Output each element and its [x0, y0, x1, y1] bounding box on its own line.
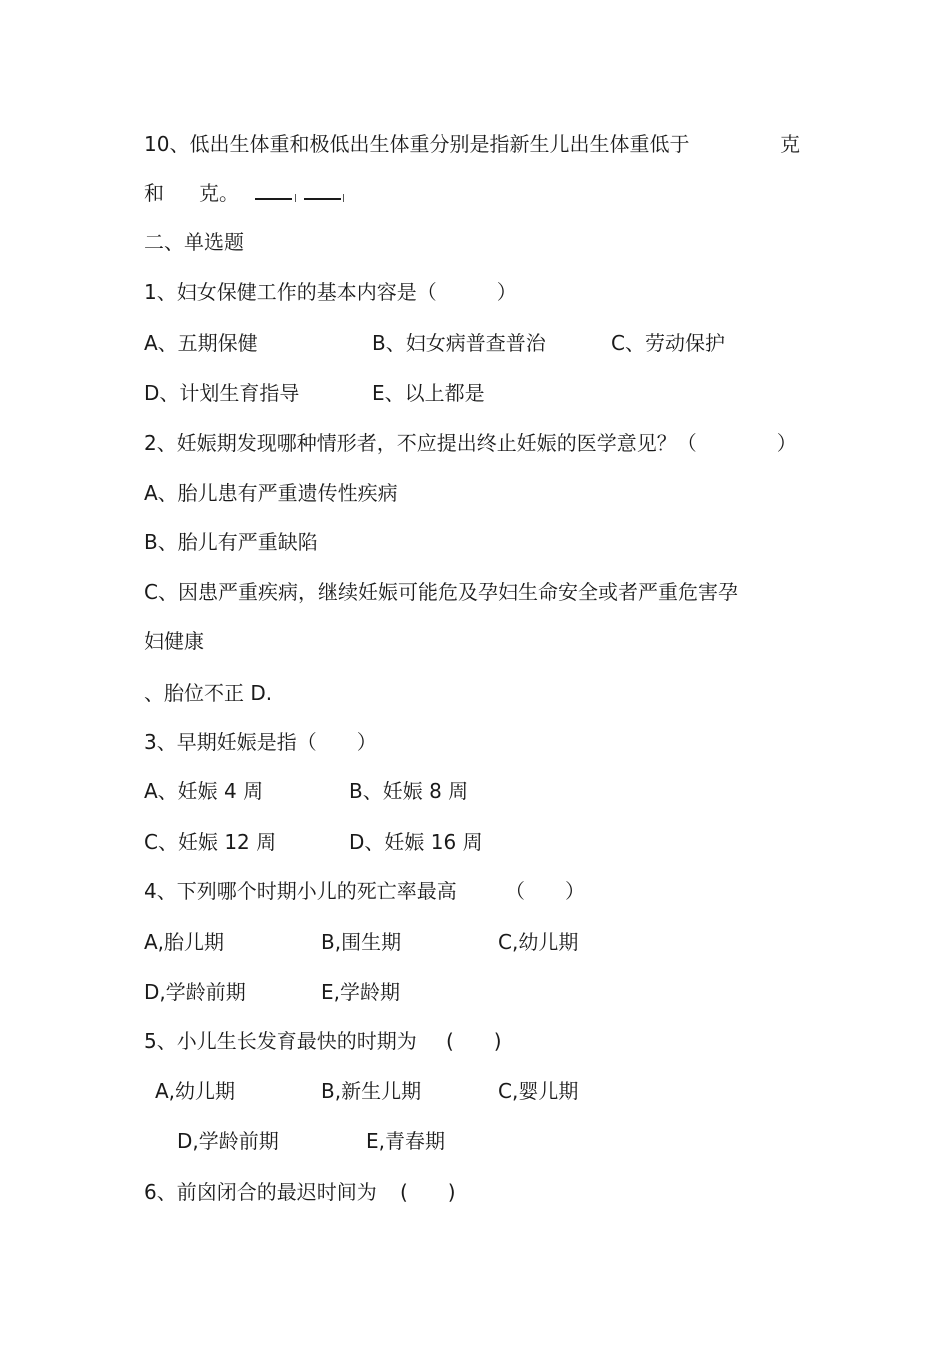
- q4-option-c: C,幼儿期: [498, 930, 579, 954]
- q1-option-a: A、五期保健: [144, 331, 258, 355]
- answer-blank-2-mark: [343, 194, 344, 202]
- q6-paren: ( ): [400, 1180, 456, 1204]
- q5-stem: 5、小儿生长发育最快的时期为: [144, 1029, 417, 1053]
- q3-option-a: A、妊娠 4 周: [144, 779, 264, 803]
- q4-option-a: A,胎儿期: [144, 930, 225, 954]
- q5-option-e: E,青春期: [366, 1129, 445, 1153]
- q2-stem: 2、妊娠期发现哪种情形者，不应提出终止妊娠的医学意见？（ ）: [144, 431, 797, 455]
- q4-option-b: B,围生期: [321, 930, 402, 954]
- q3-option-b: B、妊娠 8 周: [349, 779, 469, 803]
- q3-option-d: D、妊娠 16 周: [349, 830, 483, 854]
- q2-option-a: A、胎儿患有严重遗传性疾病: [144, 481, 398, 505]
- q1-option-c: C、劳动保护: [611, 331, 725, 355]
- section-title: 二、单选题: [144, 230, 244, 254]
- q6-stem: 6、前囟闭合的最迟时间为: [144, 1180, 377, 1204]
- q5-option-b: B,新生儿期: [321, 1079, 422, 1103]
- q4-paren: （ ）: [505, 879, 585, 903]
- q1-option-d: D、计划生育指导: [144, 381, 300, 405]
- q10-line2-and: 和: [144, 181, 164, 205]
- answer-blank-1-mark: [295, 194, 296, 202]
- q4-option-e: E,学龄期: [321, 980, 400, 1004]
- q1-stem: 1、妇女保健工作的基本内容是（ ）: [144, 280, 517, 304]
- q10-line1-text: 10、低出生体重和极低出生体重分别是指新生儿出生体重低于: [144, 132, 690, 156]
- q5-option-c: C,婴儿期: [498, 1079, 579, 1103]
- q1-option-b: B、妇女病普查普治: [372, 331, 546, 355]
- q5-paren: ( ): [446, 1029, 502, 1053]
- answer-blank-2: [304, 198, 341, 200]
- q5-option-a: A,幼儿期: [155, 1079, 236, 1103]
- q2-option-b: B、胎儿有严重缺陷: [144, 530, 318, 554]
- answer-blank-1: [255, 198, 292, 200]
- q3-option-c: C、妊娠 12 周: [144, 830, 277, 854]
- q4-option-d: D,学龄前期: [144, 980, 246, 1004]
- q4-stem: 4、下列哪个时期小儿的死亡率最高: [144, 879, 457, 903]
- q2-option-c-line1: C、因患严重疾病，继续妊娠可能危及孕妇生命安全或者严重危害孕: [144, 580, 738, 604]
- q2-option-c-line2: 妇健康: [144, 629, 204, 653]
- q2-option-d: 、胎位不正 D.: [144, 681, 273, 705]
- q10-line1-unit: 克: [780, 132, 800, 156]
- q1-option-e: E、以上都是: [372, 381, 485, 405]
- q10-line2-unit: 克。: [199, 181, 239, 205]
- q3-stem: 3、早期妊娠是指（ ）: [144, 730, 377, 754]
- q5-option-d: D,学龄前期: [177, 1129, 279, 1153]
